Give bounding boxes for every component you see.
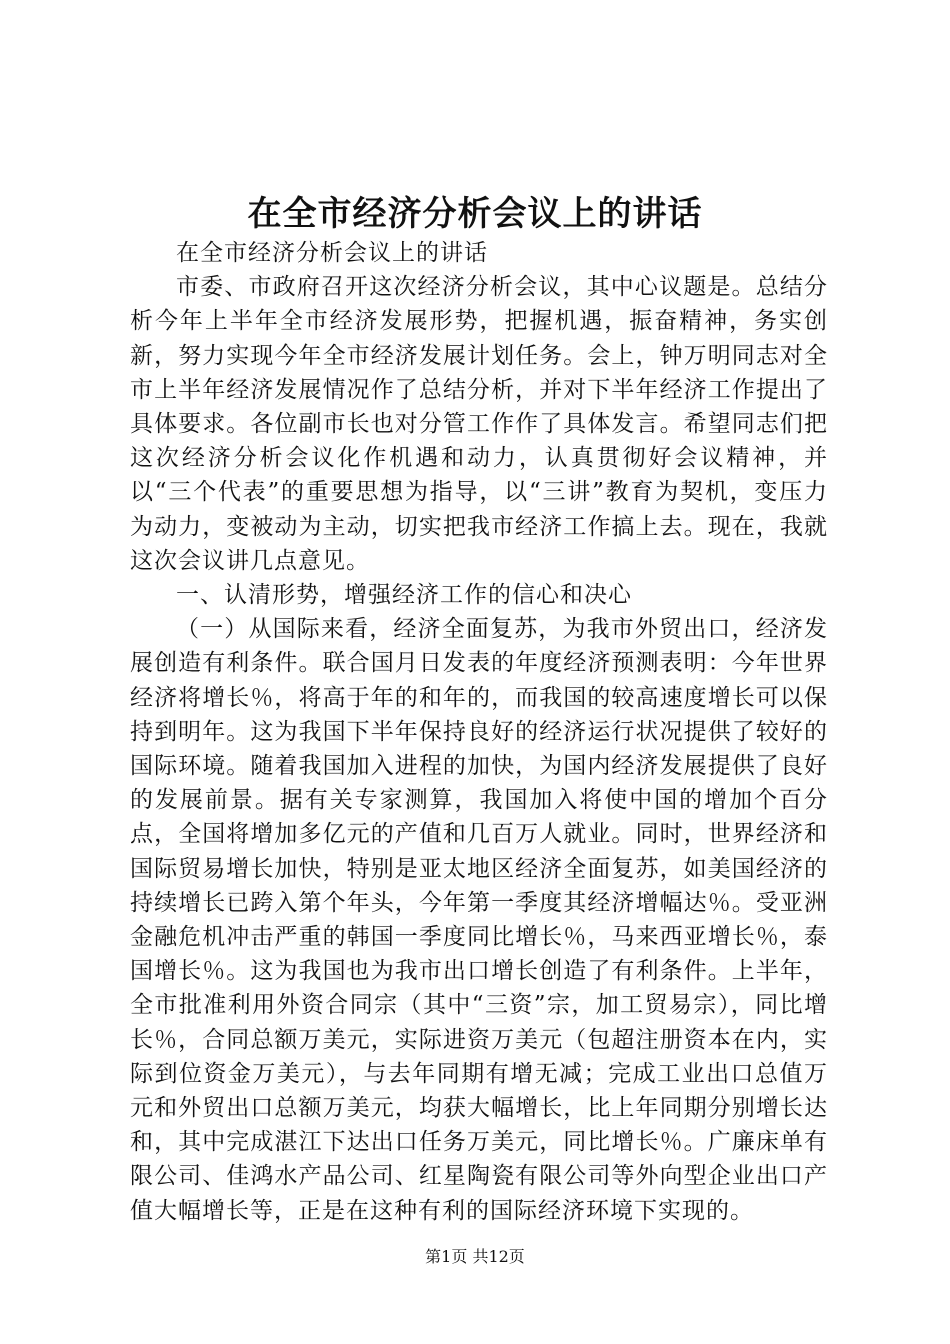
paragraph-international: （一）从国际来看，经济全面复苏，为我市外贸出口，经济发展创造有利条件。联合国月日发表的年度经济预测表明：今年世界经济将增长％，将高于年的和年的，而我国的较高速度增长可以保持到明年。这为我国下半年保持良好的经济运行状况提供了较好的国际环境。随着我国加入进程的加快，为国内经济发展提供了良好的发展前景。据有关专家测算，我国加入将使中国的增加个百分点，全国将增加多亿元的产值和几百万人就业。同时，世界经济和国际贸易增长加快，特别是亚太地区经济全面复苏，如美国经济的持续增长已跨入第个年头，今年第一季度其经济增幅达％。受亚洲金融危机冲击严重的韩国一季度同比增长％，马来西亚增长％，泰国增长％。这为我国也为我市出口增长创造了有利条件。上半年，全市批准利用外资合同宗（其中“三资”宗，加工贸易宗），同比增长％，合同总额万美元，实际进资万美元（包超注册资本在内，实际到位资金万美元），与去年同期有增无减；完成工业出口总值万元和外贸出口总额万美元，均获大幅增长，比上年同期分别增长达和，其中完成湛江下达出口任务万美元，同比增长％。广廉床单有限公司、佳鸿水产品公司、红星陶瓷有限公司等外向型企业出口产值大幅增长等，正是在这种有利的国际经济环境下实现的。 [130,616,828,1224]
paragraph-intro: 市委、市政府召开这次经济分析会议，其中心议题是。总结分析今年上半年全市经济发展形势，把握机遇，振奋精神，务实创新，努力实现今年全市经济发展计划任务。会上，钟万明同志对全市上半年经济发展情况作了总结分析，并对下半年经济工作提出了具体要求。各位副市长也对分管工作作了具体发言。希望同志们把这次经济分析会议化作机遇和动力，认真贯彻好会议精神，并以“三个代表”的重要思想为指导，以“三讲”教育为契机，变压力为动力，变被动为主动，切实把我市经济工作搞上去。现在，我就这次会议讲几点意见。 [130,274,828,574]
paragraph-subtitle: 在全市经济分析会议上的讲话 [176,240,488,266]
page-footer: 第1页 共12页 [425,1247,525,1266]
document-body [130,236,828,1228]
document-title: 在全市经济分析会议上的讲话 [247,194,703,234]
section-heading: 一、认清形势，增强经济工作的信心和决心 [176,582,632,609]
